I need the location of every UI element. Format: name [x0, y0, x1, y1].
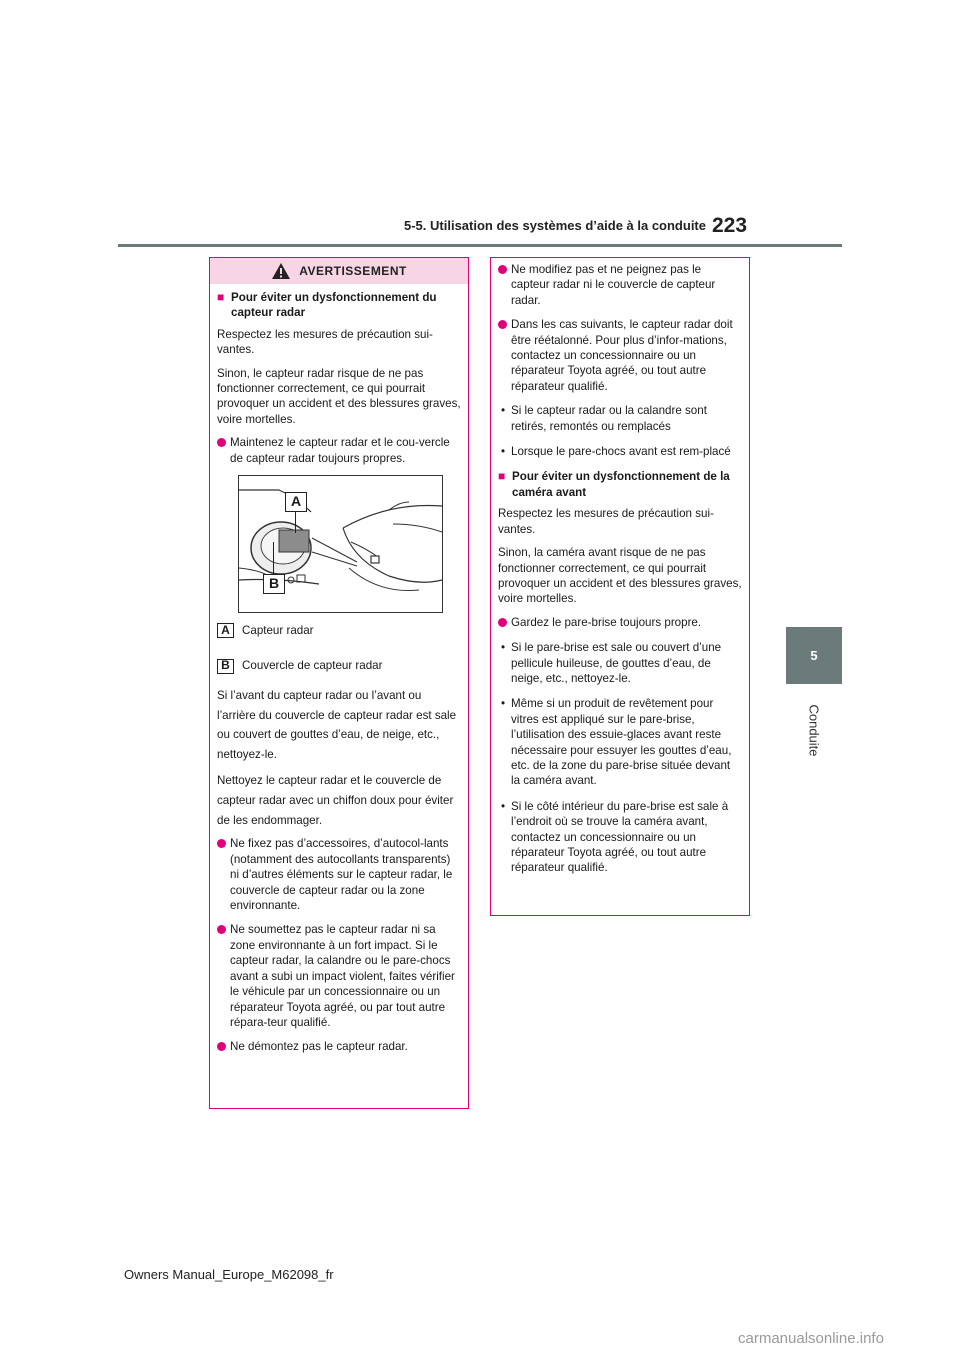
bullet-mark: •: [501, 799, 506, 813]
list-item: [498, 403, 742, 434]
legend-item-a: [217, 623, 461, 638]
dot-bullet-icon: [217, 839, 226, 848]
warning-triangle-icon: [271, 262, 291, 280]
warning-box-left: [209, 257, 469, 1109]
dot-bullet-icon: [217, 438, 226, 447]
bullet-mark: •: [501, 641, 506, 655]
warning-box-right: [490, 257, 750, 916]
callout-label-b: B: [263, 574, 285, 594]
warning-heading: [498, 469, 742, 500]
paragraph: Nettoyez le capteur radar et le couvercle de capteur radar avec un chiffon doux pour éviter de les endommager.: [217, 774, 454, 827]
bullet-mark: •: [501, 697, 506, 711]
paragraph: Si l’avant du capteur radar ou l’avant ou l’arrière du couvercle de capteur radar est sale ou couvert de gouttes d’eau, de neige, etc., nettoyez-le.: [217, 688, 457, 762]
list-item: [498, 444, 742, 459]
list-item: [498, 317, 742, 394]
list-item: [217, 435, 461, 466]
list-item-text: Ne fixez pas d’accessoires, d’autocol-lants (notamment des autocollants transparents) ni d’autres éléments sur le capteur radar, le couvercle de capteur radar ou la zone environnante.: [230, 837, 453, 913]
callout-line-b: [273, 542, 274, 574]
legend-text: Couvercle de capteur radar: [242, 659, 383, 673]
list-item: [217, 922, 461, 1030]
legend-key-b: B: [217, 659, 234, 674]
warning-title: AVERTISSEMENT: [299, 264, 407, 278]
footer-text: Owners Manual_Europe_M62098_fr: [124, 1267, 334, 1282]
chapter-label: [786, 690, 842, 770]
list-item: [217, 836, 461, 913]
list-item-text: Ne démontez pas le capteur radar.: [230, 1040, 408, 1054]
list-item-text: Gardez le pare-brise toujours propre.: [511, 615, 702, 629]
list-item: [498, 640, 742, 686]
warning-heading-text: Pour éviter un dysfonctionnement du capteur radar: [231, 291, 437, 320]
dot-bullet-icon: [217, 925, 226, 934]
list-item: [498, 799, 742, 876]
paragraph: Respectez les mesures de précaution sui-vantes.: [217, 327, 433, 357]
callout-line-a: [295, 511, 296, 533]
legend-text: Capteur radar: [242, 624, 314, 638]
header-rule: [118, 244, 842, 247]
list-item: [498, 262, 742, 308]
chapter-tab[interactable]: [786, 627, 842, 684]
list-item: [217, 1039, 461, 1055]
square-bullet-icon: ■: [217, 290, 225, 304]
warning-heading: [217, 290, 461, 321]
list-item-text: Maintenez le capteur radar et le cou-vercle de capteur radar toujours propres.: [230, 436, 450, 465]
page-number: 223: [712, 214, 748, 237]
watermark-text: carmanualsonline.info: [738, 1330, 884, 1347]
chapter-label-text: Conduite: [806, 703, 822, 757]
list-item: [498, 615, 742, 631]
paragraph: Sinon, le capteur radar risque de ne pas fonctionner correctement, ce qui pourrait provoquer un accident et des blessures graves, voire mortelles.: [217, 366, 461, 426]
callout-label-a: A: [285, 492, 307, 512]
section-title: 5-5. Utilisation des systèmes d’aide à la conduite: [404, 218, 706, 233]
list-item-text: Si le côté intérieur du pare-brise est sale à l’endroit où se trouve la caméra avant, contactez un concessionnaire ou un réparateur Toyota agréé, ou tout autre réparateur qualifié.: [511, 799, 729, 875]
list-item-text: Si le capteur radar ou la calandre sont retirés, remontés ou remplacés: [511, 404, 707, 433]
paragraph: Sinon, la caméra avant risque de ne pas fonctionner correctement, ce qui pourrait provoquer un accident et des blessures graves, voire mortelles.: [498, 546, 742, 606]
dot-bullet-icon: [217, 1042, 226, 1051]
warning-heading-text: Pour éviter un dysfonctionnement de la caméra avant: [512, 470, 730, 499]
square-bullet-icon: ■: [498, 469, 506, 484]
list-item-text: Ne modifiez pas et ne peignez pas le capteur radar ni le couvercle de capteur radar.: [511, 263, 716, 307]
list-item-text: Même si un produit de revêtement pour vitres est appliqué sur le pare-brise, l’utilisation des essuie-glaces avant reste nécessaire pour essuyer les gouttes d’eau, etc. de la zone du pare-brise située devant la caméra avant.: [511, 697, 732, 788]
list-item-text: Si le pare-brise est sale ou couvert d’une pellicule huileuse, de gouttes d’eau, de neige, etc., nettoyez-le.: [511, 641, 722, 685]
chapter-number: 5: [810, 648, 818, 663]
list-item-text: Dans les cas suivants, le capteur radar doit être réétalonné. Pour plus d’infor-mations, contactez un concessionnaire ou un réparateur Toyota agréé, ou tout autre réparateur qualifié.: [511, 318, 733, 393]
legend-item-b: [217, 658, 461, 673]
bullet-mark: •: [501, 445, 506, 459]
dot-bullet-icon: [498, 320, 507, 329]
radar-sensor-figure: [238, 475, 443, 613]
legend-key-a: A: [217, 623, 234, 638]
list-item-text: Lorsque le pare-chocs avant est rem-placé: [511, 445, 731, 459]
list-item-text: Ne soumettez pas le capteur radar ni sa zone environnante à un fort impact. Si le capteur radar, la calandre ou le pare-chocs avant a subi un impact violent, faites vérifier le véhicule par un concessionnaire ou un réparateur Toyota agréé, ou par tout autre répara-teur qualifié.: [230, 923, 455, 1029]
warning-header: [210, 258, 468, 284]
list-item: [498, 696, 742, 788]
bullet-mark: •: [501, 404, 506, 418]
paragraph: Respectez les mesures de précaution sui-vantes.: [498, 507, 714, 536]
dot-bullet-icon: [498, 618, 507, 627]
dot-bullet-icon: [498, 265, 507, 274]
